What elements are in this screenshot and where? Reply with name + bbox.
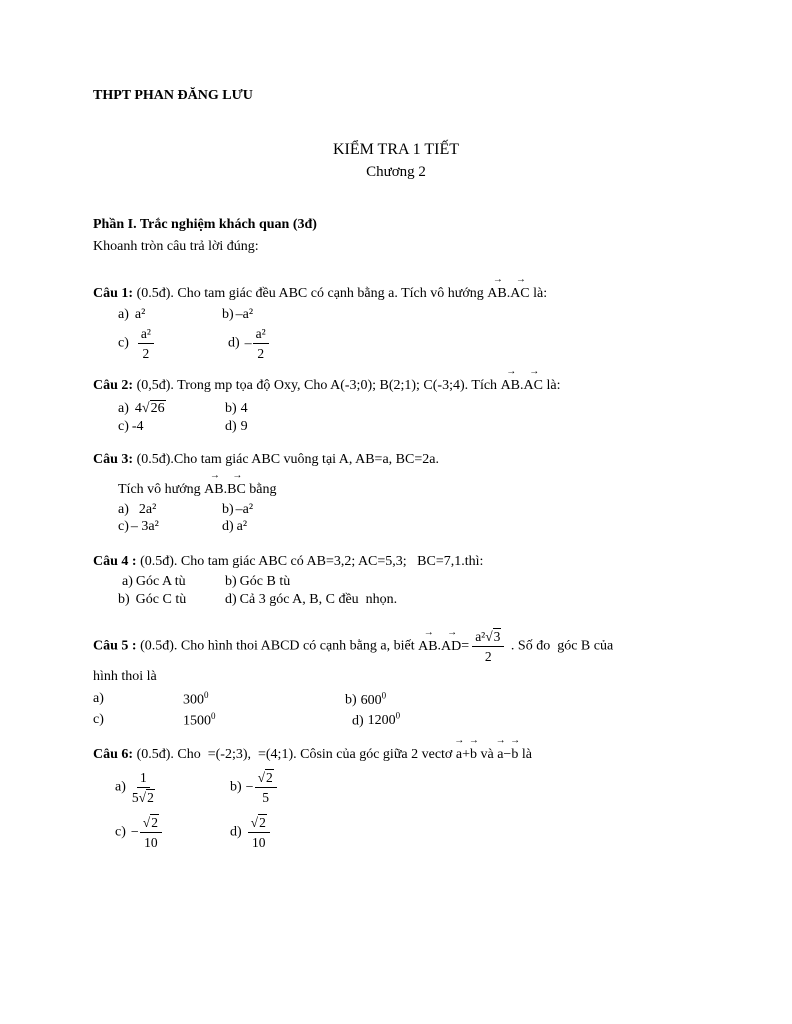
question-4-text (93, 552, 753, 572)
minus-sign: − (503, 747, 512, 762)
answers-row (93, 814, 753, 851)
answer-label: b) (225, 574, 237, 589)
vector-AD (441, 626, 462, 657)
degree-value: 1500 (183, 713, 211, 729)
answer-d (228, 325, 272, 362)
answer-d (352, 711, 400, 730)
answer-label: d) (225, 592, 237, 608)
fraction (140, 814, 162, 851)
answer-d (225, 419, 248, 435)
degree-sup: 0 (211, 710, 216, 721)
vector-letters: AD (441, 638, 462, 654)
answers-row (93, 419, 753, 435)
answer-value: Góc B tù (239, 574, 291, 589)
answer-label: b) (118, 592, 130, 608)
answer-a (122, 574, 225, 590)
sqrt-icon: √ (485, 629, 493, 644)
vector-AB (487, 274, 507, 304)
dot: . (506, 286, 511, 301)
answer-label: d) (225, 419, 237, 435)
answer-d (225, 592, 397, 608)
fraction (472, 628, 504, 665)
square-root (251, 814, 267, 831)
fraction (255, 769, 277, 806)
fraction-denominator: 2 (484, 649, 492, 664)
answer-label: c) (118, 419, 129, 435)
question-outro: là: (542, 378, 561, 393)
denominator-coefficient: 5 (131, 790, 139, 805)
square-root (142, 400, 166, 417)
answer-label: a) (118, 502, 129, 517)
vector-arrow-icon: → (506, 366, 517, 377)
line2-pre: Tích vô hướng (118, 482, 205, 497)
minus-sign: − (130, 824, 139, 840)
answer-a-value (183, 690, 345, 709)
answers-row (93, 711, 753, 730)
sqrt-icon: √ (142, 815, 151, 830)
answer-label: c) (118, 519, 129, 535)
question-label: Câu 6: (93, 747, 134, 762)
question-5 (93, 620, 753, 729)
answer-label: d) (222, 519, 234, 535)
vector-arrow-icon: → (515, 274, 526, 285)
answer-label: b) (230, 779, 242, 795)
answer-a (118, 307, 222, 323)
question-intro: (0.5đ). Cho =(-2;3), =(4;1). Côsin của góc giữa 2 vectơ (133, 747, 456, 762)
degree-sup: 0 (381, 690, 387, 700)
instruction: Khoanh tròn câu trả lời đúng: (93, 239, 259, 254)
question-3 (93, 450, 753, 535)
fraction (138, 325, 154, 362)
question-outro: là: (529, 286, 548, 301)
answer-value: 4 (240, 400, 248, 416)
sqrt-icon: √ (257, 770, 265, 785)
answer-a-label: a) (93, 691, 104, 707)
answer-value: -4 (131, 419, 144, 435)
equals-sign: = (461, 638, 470, 654)
answer-value: a² (236, 519, 248, 535)
question-5-text (93, 620, 753, 665)
answer-label: b) (225, 400, 237, 416)
question-label: Câu 4 : (93, 554, 137, 569)
question-intro: (0,5đ). Trong mp tọa độ Oxy, Cho A(-3;0); B(2;1); C(-3;4). Tích (133, 378, 501, 393)
vector-letters: AB (204, 482, 224, 497)
vector-arrow-icon: → (468, 735, 479, 746)
answer-label: a) (118, 307, 129, 322)
degree-number: 600 (360, 692, 382, 708)
question-4 (93, 552, 753, 608)
answer-c (115, 814, 230, 851)
answers-row (93, 769, 753, 806)
vector-arrow-icon: → (529, 366, 540, 377)
numerator-base: a² (475, 629, 486, 644)
vector-AB (500, 366, 521, 396)
question-3-line2 (93, 472, 753, 500)
vector-letters: a (497, 747, 504, 762)
answers-row (93, 574, 753, 590)
answer-b (225, 574, 290, 590)
question-2 (93, 368, 753, 435)
square-root (143, 814, 159, 831)
question-6-text (93, 736, 753, 765)
question-intro: (0.5đ).Cho tam giác ABC vuông tại A, AB=a, BC=2a. (133, 452, 439, 467)
fraction-denominator: 2 (142, 346, 150, 362)
dot: . (223, 482, 228, 497)
vector-AB (418, 626, 438, 657)
answer-label: d) (352, 713, 364, 729)
vector-b (468, 735, 479, 765)
answer-value: 9 (240, 419, 248, 435)
degree-value: 300 (183, 692, 204, 708)
question-outro: . Số đo góc B của (507, 638, 614, 654)
sqrt-icon: √ (141, 401, 150, 416)
answer-b (222, 502, 253, 518)
vector-arrow-icon: → (510, 735, 521, 746)
answer-label: d) (228, 335, 240, 351)
fraction (248, 814, 270, 851)
answer-c-value (183, 711, 352, 730)
vector-letters: b (511, 747, 519, 762)
answer-c (118, 325, 228, 362)
answer-b (230, 769, 280, 806)
square-root (258, 769, 274, 786)
question-6 (93, 736, 753, 851)
vector-letters: AC (510, 286, 530, 301)
question-label: Câu 1: (93, 286, 134, 301)
answer-value: a² (134, 307, 146, 322)
answer-value: –a² (235, 502, 254, 517)
answer-b (222, 307, 253, 323)
question-1-text (93, 276, 753, 304)
fraction-numerator (472, 628, 504, 647)
radicand: 2 (259, 815, 266, 830)
answer-label: a) (122, 574, 133, 589)
document-subtitle: Chương 2 (366, 164, 426, 180)
answer-label: d) (230, 824, 242, 840)
answer-value: Cả 3 góc A, B, C đều nhọn. (239, 592, 398, 608)
answers-row (93, 690, 753, 709)
coefficient: 4 (134, 401, 142, 416)
document-title: KIỂM TRA 1 TIẾT (332, 141, 460, 158)
vector-letters: AB (487, 286, 507, 301)
radicand: 2 (147, 790, 154, 805)
answer-d (222, 519, 247, 535)
answer-c (118, 592, 225, 608)
question-intro: (0.5đ). Cho tam giác ABC có AB=3,2; AC=5,3; BC=7,1.thì: (136, 554, 484, 569)
question-label: Câu 2: (93, 378, 134, 393)
answer-label: a) (115, 779, 126, 795)
vector-a (495, 735, 506, 765)
answers-row (93, 325, 753, 362)
answer-b (345, 690, 386, 709)
answer-label: b) (222, 502, 234, 517)
fraction (253, 325, 269, 362)
question-label: Câu 3: (93, 452, 134, 467)
answer-value: –a² (235, 307, 254, 322)
answer-b (225, 401, 248, 417)
fraction-numerator (255, 769, 277, 788)
answer-label: a) (118, 401, 129, 416)
radicand: 3 (493, 629, 501, 644)
school-name: THPT PHAN ĐĂNG LƯU (93, 88, 253, 103)
minus-sign: – (244, 335, 252, 351)
vector-letters: a (455, 747, 463, 762)
square-root (139, 789, 155, 806)
answer-label: b) (345, 692, 357, 708)
question-intro: (0.5đ). Cho tam giác đều ABC có cạnh bằng a. Tích vô hướng (133, 286, 488, 301)
answer-a (118, 400, 225, 417)
answers-row (93, 400, 753, 417)
answer-c (118, 519, 222, 535)
question-intro: (0.5đ). Cho hình thoi ABCD có cạnh bằng a, biết (136, 638, 419, 654)
fraction-numerator: a² (253, 325, 269, 344)
fraction-numerator (140, 814, 162, 833)
radicand: 2 (266, 770, 273, 785)
degree-sup: 0 (395, 710, 401, 721)
vector-arrow-icon: → (447, 626, 458, 638)
radicand: 2 (151, 815, 158, 830)
answer-a (115, 769, 230, 806)
minus-sign: − (245, 779, 254, 795)
answer-value (135, 401, 166, 416)
fraction-numerator: a² (138, 325, 154, 344)
vector-letters: AB (500, 378, 521, 393)
fraction-numerator: 1 (137, 769, 150, 788)
answer-label: b) (222, 307, 234, 322)
answer-c (118, 419, 225, 435)
question-2-text (93, 368, 753, 396)
vector-letters: AC (523, 378, 543, 393)
answer-value: – 3a² (130, 519, 159, 535)
degree-value (360, 690, 387, 708)
answers-row (93, 502, 753, 518)
sqrt-icon: √ (138, 790, 147, 805)
fraction-denominator: 10 (144, 835, 158, 850)
vector-b (510, 735, 521, 765)
vector-arrow-icon: → (454, 735, 465, 746)
vector-AB (204, 470, 224, 500)
vector-arrow-icon: → (423, 626, 434, 638)
vector-arrow-icon: → (232, 470, 243, 481)
answer-value: Góc C tù (135, 592, 187, 608)
fraction-denominator: 10 (252, 835, 266, 850)
answer-c-label: c) (93, 711, 104, 727)
degree-sup: 0 (204, 690, 209, 700)
degree-number: 1200 (367, 713, 396, 729)
vector-letters: AB (418, 638, 438, 654)
fraction-denominator (132, 788, 155, 806)
question-1 (93, 276, 753, 362)
mid-text: và (476, 747, 498, 762)
answer-label: c) (118, 335, 129, 351)
fraction-denominator: 5 (262, 790, 270, 805)
question-3-text (93, 450, 753, 470)
fraction-numerator (248, 814, 270, 833)
question-5-line2: hình thoi là (93, 669, 157, 684)
fraction-denominator: 2 (257, 346, 265, 362)
question-label: Câu 5 : (93, 638, 137, 654)
title-block (0, 139, 792, 183)
fraction (132, 769, 155, 806)
dot: . (520, 378, 524, 393)
vector-BC (227, 470, 246, 500)
vector-arrow-icon: → (209, 470, 220, 481)
answer-value: Góc A tù (135, 574, 186, 589)
vector-arrow-icon: → (492, 274, 503, 285)
dot: . (437, 638, 442, 654)
answer-a (118, 502, 222, 518)
vector-letters: BC (227, 482, 246, 497)
answers-row (93, 592, 753, 608)
square-root (485, 628, 501, 645)
vector-AC (510, 274, 530, 304)
answer-label: c) (115, 824, 126, 840)
vector-AC (523, 366, 543, 396)
part-title: Phần I. Trắc nghiệm khách quan (3đ) (93, 217, 317, 232)
answers-row (93, 519, 753, 535)
answer-value: 2a² (138, 502, 157, 517)
vector-a (454, 735, 465, 765)
degree-value (367, 710, 401, 729)
vector-arrow-icon: → (495, 735, 506, 746)
answers-row (93, 307, 753, 323)
question-outro: là (518, 747, 532, 762)
vector-letters: b (469, 747, 477, 762)
sqrt-icon: √ (250, 815, 259, 830)
line2-post: bằng (245, 482, 277, 497)
radicand: 26 (150, 401, 165, 416)
plus-sign: + (462, 747, 470, 762)
answer-d (230, 814, 273, 851)
